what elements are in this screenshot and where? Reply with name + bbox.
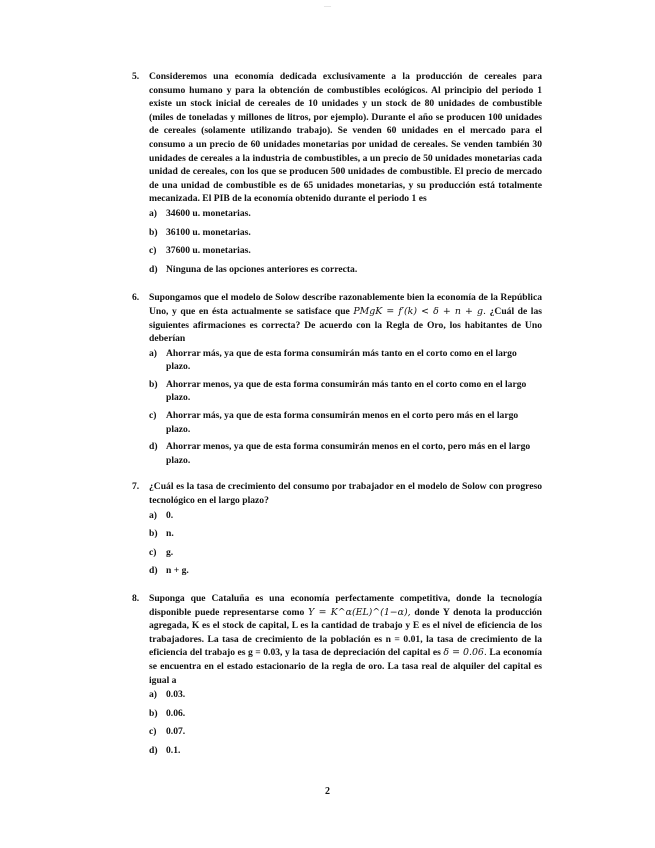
option-text: 0.07.: [166, 726, 186, 738]
option-text: 0.1.: [166, 744, 181, 756]
page-number: 2: [325, 786, 330, 797]
stem-text: ¿Cuál de las siguientes afirmaciones es correcta? De acuerdo con la Regla de Oro, los habitantes de Uno deberían: [149, 305, 543, 345]
question-8: [132, 592, 542, 758]
option-d[interactable]: [149, 440, 542, 467]
option-a[interactable]: [149, 688, 542, 702]
option-label: d): [149, 263, 158, 275]
option-label: d): [149, 565, 158, 577]
option-text: 34600 u. monetarias.: [166, 207, 251, 219]
option-d[interactable]: [149, 744, 542, 758]
option-label: a): [149, 207, 157, 219]
option-text: 0.: [166, 509, 174, 521]
question-number: 7.: [132, 481, 140, 493]
question-5: [132, 70, 542, 276]
exam-content: [132, 70, 542, 763]
option-text: 37600 u. monetarias.: [166, 245, 251, 257]
question-6: [132, 291, 542, 467]
option-b[interactable]: [149, 378, 542, 405]
option-text: g.: [166, 546, 174, 558]
option-b[interactable]: [149, 707, 542, 721]
option-label: b): [149, 528, 158, 540]
option-label: b): [149, 378, 158, 390]
option-text: Ahorrar más, ya que de esta forma consumirán más tanto en el corto como en el largo plazo.: [166, 347, 517, 373]
option-text: 0.06.: [166, 707, 186, 719]
stem-formula: Y = K^α(EL)^(1−α),: [308, 606, 411, 618]
option-label: a): [149, 509, 157, 521]
option-label: c): [149, 245, 157, 257]
option-text: Ahorrar menos, ya que de esta forma consumirán menos en el corto, pero más en el largo plazo.: [166, 441, 531, 466]
stem-formula: δ = 0.06.: [443, 647, 487, 659]
option-c[interactable]: [149, 244, 542, 258]
stem-text: donde Y denota la producción agregada, K es el stock de capital, L es la cantidad de trabajo y E es el nivel de eficiencia de los trabajadores. La tasa de crecimiento de la población es n = 0.01, la tasa de crecimiento de la eficiencia del trabajo es g = 0.03, y la tasa de depreciación del capital es: [149, 606, 542, 659]
stem-text: La economía se encuentra en el estado estacionario de la regla de oro. La tasa real de alquiler del capital es igual a: [149, 647, 543, 686]
option-label: a): [149, 347, 157, 359]
option-text: n + g.: [166, 565, 189, 577]
question-stem: ¿Cuál es la tasa de crecimiento del consumo por trabajador en el modelo de Solow con progreso tecnológico en el largo plazo?: [149, 481, 542, 507]
option-text: 36100 u. monetarias.: [166, 226, 251, 238]
option-d[interactable]: [149, 263, 542, 277]
option-a[interactable]: [149, 347, 542, 374]
option-c[interactable]: [149, 409, 542, 436]
stem-text: Supongamos que el modelo de Solow describe razonablemente bien la economía de la República Uno, y que en ésta actualmente se satisface que: [149, 292, 542, 317]
page-header-mark: —: [324, 2, 331, 10]
options-list: [149, 347, 542, 468]
option-label: b): [149, 226, 158, 238]
option-a[interactable]: [149, 207, 542, 221]
option-b[interactable]: [149, 527, 542, 541]
option-label: a): [149, 689, 157, 701]
options-list: [149, 509, 542, 578]
question-stem: [149, 291, 542, 345]
stem-formula: PMgK = f′(k) < δ + n + g.: [353, 305, 487, 317]
option-label: d): [149, 744, 158, 756]
question-7: [132, 480, 542, 578]
option-text: Ahorrar más, ya que de esta forma consumirán menos en el corto pero más en el largo plazo.: [166, 410, 519, 435]
option-label: b): [149, 707, 158, 719]
question-stem: Consideremos una economía dedicada exclusivamente a la producción de cereales para consumo humano y para la obtención de combustibles ecológicos. Al principio del periodo 1 existe un stock inicial de cereales de 10 unidades y un stock de 80 unidades de combustible (miles de toneladas y millones de litros, por ejemplo). Durante el año se producen 100 unidades de cereales (solamente utilizando trabajo). Se venden 60 unidades en el mercado para el consumo a un precio de 60 unidades monetarias por unidad de cereales. Se venden también 30 unidades de cereales a la industria de combustibles, a un precio de 50 unidades monetarias cada unidad de cereales, con los que se producen 500 unidades de combustible. El precio de mercado de una unidad de combustible es de 65 unidades monetarias, y su producción está totalmente mecanizada. El PIB de la economía obtenido durante el periodo 1 es: [149, 71, 542, 205]
question-number: 6.: [132, 292, 140, 304]
option-label: d): [149, 441, 158, 453]
option-label: c): [149, 410, 157, 422]
question-stem: [149, 592, 542, 687]
option-text: Ahorrar menos, ya que de esta forma consumirán más tanto en el corto como en el largo plazo.: [166, 378, 527, 404]
question-number: 8.: [132, 593, 140, 604]
question-number: 5.: [132, 71, 140, 82]
option-label: c): [149, 726, 157, 738]
option-label: c): [149, 546, 157, 558]
options-list: [149, 688, 542, 757]
option-b[interactable]: [149, 226, 542, 240]
options-list: [149, 207, 542, 276]
option-c[interactable]: [149, 546, 542, 560]
option-c[interactable]: [149, 725, 542, 739]
option-a[interactable]: [149, 509, 542, 523]
option-text: n.: [166, 528, 174, 540]
option-d[interactable]: [149, 564, 542, 578]
option-text: Ninguna de las opciones anteriores es correcta.: [166, 263, 358, 275]
option-text: 0.03.: [166, 689, 186, 701]
stem-text: Suponga que Cataluña es una economía perfectamente competitiva, donde la tecnología disponible puede representarse como: [149, 593, 542, 618]
